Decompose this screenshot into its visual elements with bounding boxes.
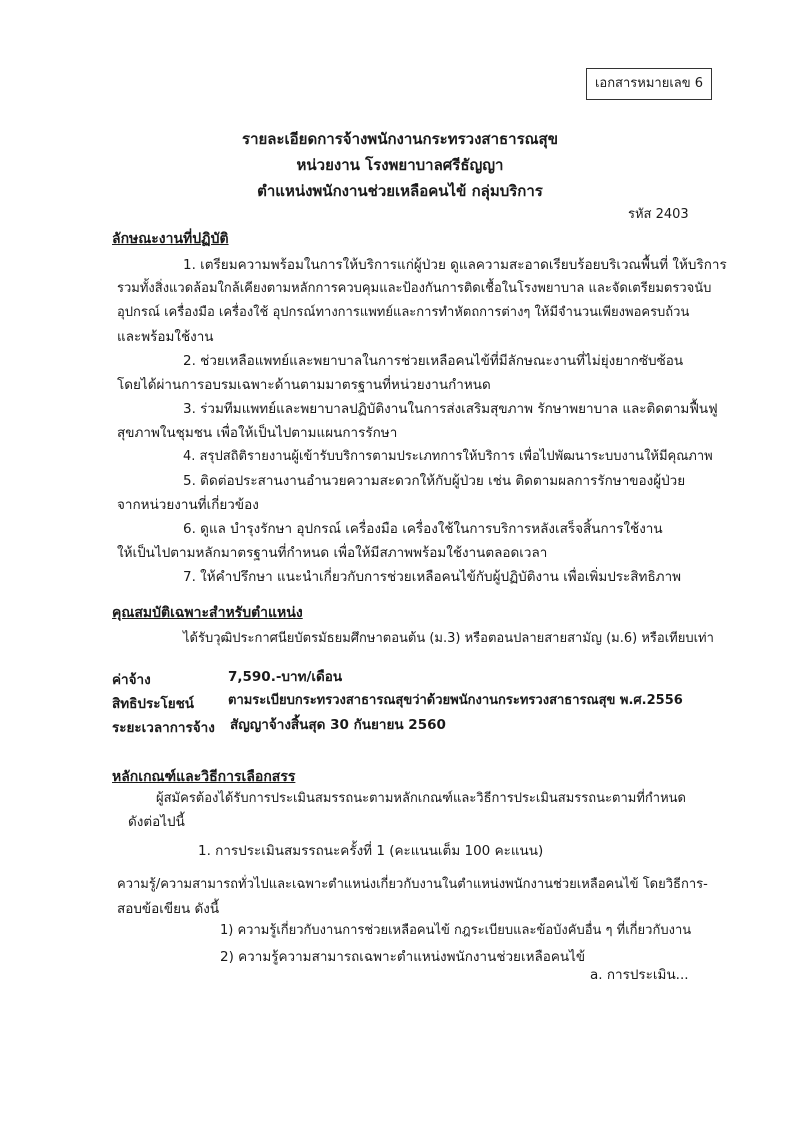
wage-label: ค่าจ้าง bbox=[112, 672, 151, 688]
benefits-value: ตามระเบียบกระทรวงสาธารณสุขว่าด้วยพนักงานกระทรวงสาธารณสุข พ.ศ.2556 bbox=[228, 693, 683, 708]
duty-line: 4. สรุปสถิติรายงานผู้เข้ารับบริการตามประเภทการให้บริการ เพื่อไปพัฒนาระบบงานให้มีคุณภาพ bbox=[183, 449, 713, 464]
duties-heading: ลักษณะงานที่ปฏิบัติ bbox=[112, 231, 229, 247]
knowledge-sub-2: 2) ความรู้ความสามารถเฉพาะตำแหน่งพนักงานช่วยเหลือคนไข้ bbox=[220, 949, 586, 965]
selection-intro-cont: ดังต่อไปนี้ bbox=[128, 814, 185, 830]
duty-line: โดยได้ผ่านการอบรมเฉพาะด้านตามมาตรฐานที่หน่วยงานกำหนด bbox=[117, 377, 491, 393]
duty-line: ให้เป็นไปตามหลักมาตรฐานที่กำหนด เพื่อให้มีสภาพพร้อมใช้งานตลอดเวลา bbox=[117, 545, 548, 561]
knowledge-text-cont: สอบข้อเขียน ดังนี้ bbox=[117, 901, 220, 917]
selection-heading: หลักเกณฑ์และวิธีการเลือกสรร bbox=[112, 769, 296, 785]
document-number-box: เอกสารหมายเลข 6 bbox=[586, 68, 712, 100]
qualifications-heading: คุณสมบัติเฉพาะสำหรับตำแหน่ง bbox=[112, 605, 303, 621]
duty-line: จากหน่วยงานที่เกี่ยวข้อง bbox=[117, 497, 259, 513]
knowledge-text: ความรู้/ความสามารถทั่วไปและเฉพาะตำแหน่งเกี่ยวกับงานในตำแหน่งพนักงานช่วยเหลือคนไข้ โดยวิธีการ- bbox=[117, 877, 708, 892]
duty-line: รวมทั้งสิ่งแวดล้อมใกล้เคียงตามหลักการควบคุมและป้องกันการติดเชื้อในโรงพยาบาล และจัดเตรียมตรวจนับ bbox=[117, 281, 712, 296]
knowledge-sub-1: 1) ความรู้เกี่ยวกับงานการช่วยเหลือคนไข้ กฎระเบียบและข้อบังคับอื่น ๆ ที่เกี่ยวกับงาน bbox=[220, 923, 692, 938]
duty-line: 3. ร่วมทีมแพทย์และพยาบาลปฏิบัติงานในการส่งเสริมสุขภาพ รักษาพยาบาล และติดตามฟื้นฟู bbox=[183, 401, 718, 417]
duty-line: 2. ช่วยเหลือแพทย์และพยาบาลในการช่วยเหลือคนไข้ที่มีลักษณะงานที่ไม่ยุ่งยากซับซ้อน bbox=[183, 353, 684, 369]
duty-line: 1. เตรียมความพร้อมในการให้บริการแก่ผู้ป่วย ดูแลความสะอาดเรียบร้อยบริเวณพื้นที่ ให้บริการ bbox=[183, 257, 727, 273]
selection-intro: ผู้สมัครต้องได้รับการประเมินสมรรถนะตามหลักเกณฑ์และวิธีการประเมินสมรรถนะตามที่กำหนด bbox=[156, 791, 686, 806]
position-code: รหัส 2403 bbox=[628, 207, 689, 222]
duty-line: และพร้อมใช้งาน bbox=[117, 329, 214, 345]
title-line-1: รายละเอียดการจ้างพนักงานกระทรวงสาธารณสุข bbox=[242, 130, 558, 148]
duty-line: อุปกรณ์ เครื่องมือ เครื่องใช้ อุปกรณ์ทางการแพทย์และการทำหัตถการต่างๆ ให้มีจำนวนเพียงพอครบถ้วน bbox=[117, 305, 690, 320]
benefits-label: สิทธิประโยชน์ bbox=[112, 696, 195, 712]
title-line-position: ตำแหน่งพนักงานช่วยเหลือคนไข้ กลุ่มบริการ bbox=[257, 182, 543, 200]
duty-line: 7. ให้คำปรึกษา แนะนำเกี่ยวกับการช่วยเหลือคนไข้กับผู้ปฏิบัติงาน เพื่อเพิ่มประสิทธิภาพ bbox=[183, 569, 682, 585]
qualifications-text: ได้รับวุฒิประกาศนียบัตรมัธยมศึกษาตอนต้น (ม.3) หรือตอนปลายสายสามัญ (ม.6) หรือเทียบเท่า bbox=[183, 631, 714, 646]
duty-line: สุขภาพในชุมชน เพื่อให้เป็นไปตามแผนการรักษา bbox=[117, 425, 398, 441]
continued-marker: a. การประเมิน... bbox=[590, 967, 689, 983]
duty-line: 5. ติดต่อประสานงานอำนวยความสะดวกให้กับผู้ป่วย เช่น ติดตามผลการรักษาของผู้ป่วย bbox=[183, 473, 686, 489]
duty-line: 6. ดูแล บำรุงรักษา อุปกรณ์ เครื่องมือ เครื่องใช้ในการบริการหลังเสร็จสิ้นการใช้งาน bbox=[183, 521, 663, 537]
employment-period-label: ระยะเวลาการจ้าง bbox=[112, 720, 215, 736]
assessment-item-1: 1. การประเมินสมรรถนะครั้งที่ 1 (คะแนนเต็ม 100 คะแนน) bbox=[198, 843, 544, 859]
document-title bbox=[0, 126, 800, 204]
wage-value: 7,590.-บาท/เดือน bbox=[228, 669, 343, 685]
employment-period-value: สัญญาจ้างสิ้นสุด 30 กันยายน 2560 bbox=[230, 717, 446, 733]
title-line-agency: หน่วยงาน โรงพยาบาลศรีธัญญา bbox=[296, 156, 504, 174]
